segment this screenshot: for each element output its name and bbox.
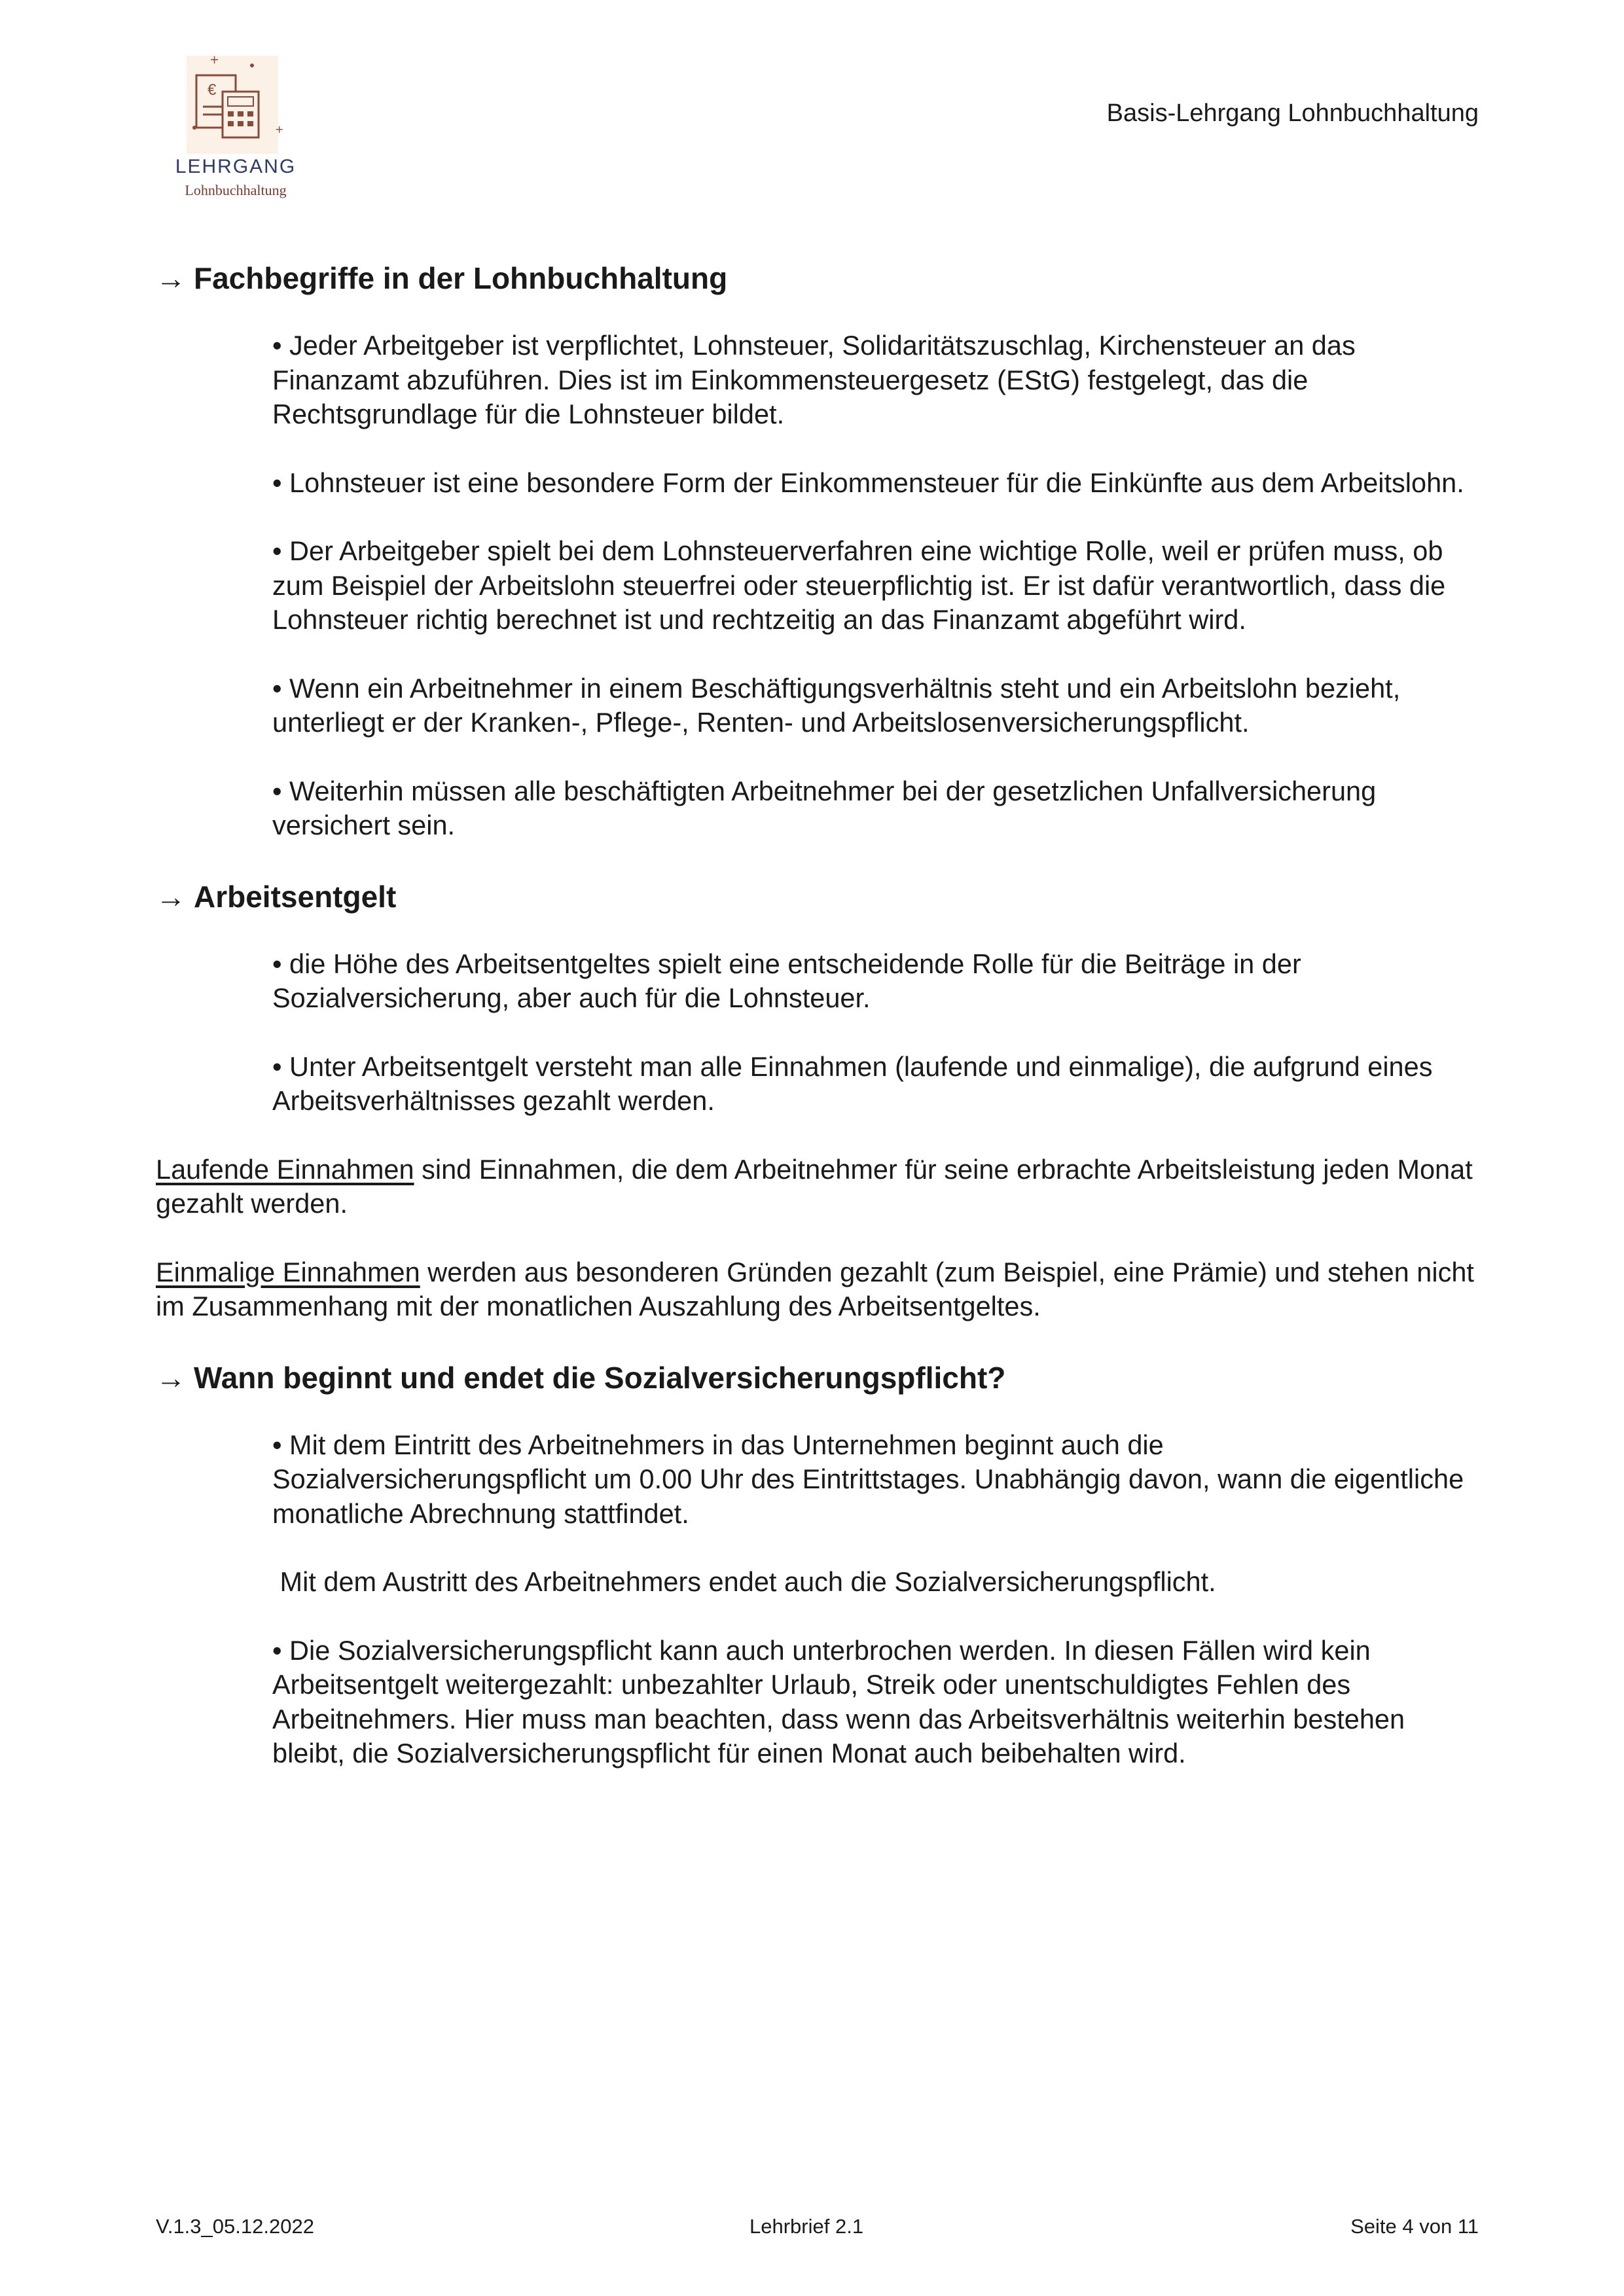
underlined-term: Laufende Einnahmen (156, 1153, 414, 1185)
definition-paragraph-laufende (156, 1153, 1478, 1221)
definition-paragraph-einmalige (156, 1255, 1478, 1324)
section-heading-arbeitsentgelt (156, 877, 1478, 916)
section-title: Fachbegriffe in der Lohnbuchhaltung (194, 261, 728, 295)
arrow-right-icon: → (156, 261, 186, 295)
bullet-paragraph: • Der Arbeitgeber spielt bei dem Lohnsteuerverfahren eine wichtige Rolle, weil er prüfen muss, ob zum Beispiel der Arbeitslohn steuerfrei oder steuerpflichtig ist. Er ist dafür verantwortlich, dass die Lohnsteuer richtig berechnet ist und rechtzeitig an das Finanzamt abgeführt wird. (272, 535, 1446, 635)
bullet-paragraph: • Lohnsteuer ist eine besondere Form der Einkommensteuer für die Einkünfte aus dem Arbeitslohn. (272, 467, 1464, 498)
section-heading-fachbegriffe (156, 259, 1478, 298)
logo-wordmark: LEHRGANG (175, 156, 297, 177)
bullet-paragraph: Mit dem Austritt des Arbeitnehmers endet auch die Sozialversicherungspflicht. (272, 1566, 1216, 1597)
footer-version: V.1.3_05.12.2022 (156, 2215, 314, 2238)
bullet-paragraph: • Jeder Arbeitgeber ist verpflichtet, Lohnsteuer, Solidaritätszuschlag, Kirchensteuer an das Finanzamt abzuführen. Dies ist im Einkommensteuergesetz (EStG) festgelegt, das die Rechtsgrundlage für die Lohnsteuer bildet. (272, 330, 1356, 429)
definition-text: sind Einnahmen, die dem Arbeitnehmer für seine erbrachte Arbeitsleistung jeden Monat gezahlt werden. (156, 1153, 1473, 1219)
arrow-right-icon: → (156, 1360, 186, 1395)
svg-text:+: + (209, 53, 220, 67)
definition-text: werden aus besonderen Gründen gezahlt (zum Beispiel, eine Prämie) und stehen nicht im Zusammenhang mit der monatlichen Auszahlung des Arbeitsentgeltes. (156, 1256, 1474, 1321)
section-heading-sozialversicherungspflicht (156, 1358, 1478, 1397)
svg-text:€: € (208, 81, 217, 99)
header-title: Basis-Lehrgang Lohnbuchhaltung (1106, 99, 1479, 127)
bullet-paragraph: • die Höhe des Arbeitsentgeltes spielt eine entscheidende Rolle für die Beiträge in der Sozialversicherung, aber auch für die Lohnsteuer. (272, 948, 1301, 1013)
arrow-right-icon: → (156, 879, 186, 914)
svg-text:+: + (275, 123, 284, 135)
bullet-paragraph: • Weiterhin müssen alle beschäftigten Arbeitnehmer bei der gesetzlichen Unfallversicherung versichert sein. (272, 775, 1377, 840)
footer-page-number: Seite 4 von 11 (1350, 2215, 1479, 2238)
bullet-paragraph: • Mit dem Eintritt des Arbeitnehmers in das Unternehmen beginnt auch die Sozialversicherungspflicht um 0.00 Uhr des Eintrittstages. Unabhängig davon, wann die eigentliche monatliche Abrechnung stattfindet. (272, 1429, 1464, 1529)
section-title: Arbeitsentgelt (194, 879, 397, 914)
bullet-paragraph: • Die Sozialversicherungspflicht kann auch unterbrochen werden. In diesen Fällen wird kein Arbeitsentgelt weitergezahlt: unbezahlter Urlaub, Streik oder unentschuldigtes Fehlen des Arbeitnehmers. Hier muss man beachten, dass wenn das Arbeitsverhältnis weiterhin bestehen bleibt, die Sozialversicherungspflicht für einen Monat auch beibehalten wird. (272, 1634, 1405, 1768)
bullet-paragraph: • Unter Arbeitsentgelt versteht man alle Einnahmen (laufende und einmalige), die aufgrund eines Arbeitsverhältnisses gezahlt werden. (272, 1050, 1433, 1116)
underlined-term: Einmalige Einnahmen (156, 1256, 420, 1287)
bullet-paragraph: • Wenn ein Arbeitnehmer in einem Beschäftigungsverhältnis steht und ein Arbeitslohn bezieht, unterliegt er der Kranken-, Pflege-, Renten- und Arbeitslosenversicherungspflicht. (272, 672, 1401, 738)
logo-subtitle: Lohnbuchhaltung (185, 182, 287, 198)
footer-document-id: Lehrbrief 2.1 (749, 2215, 864, 2238)
document-body (156, 259, 1478, 1771)
section-title: Wann beginnt und endet die Sozialversicherungspflicht? (194, 1360, 1006, 1395)
